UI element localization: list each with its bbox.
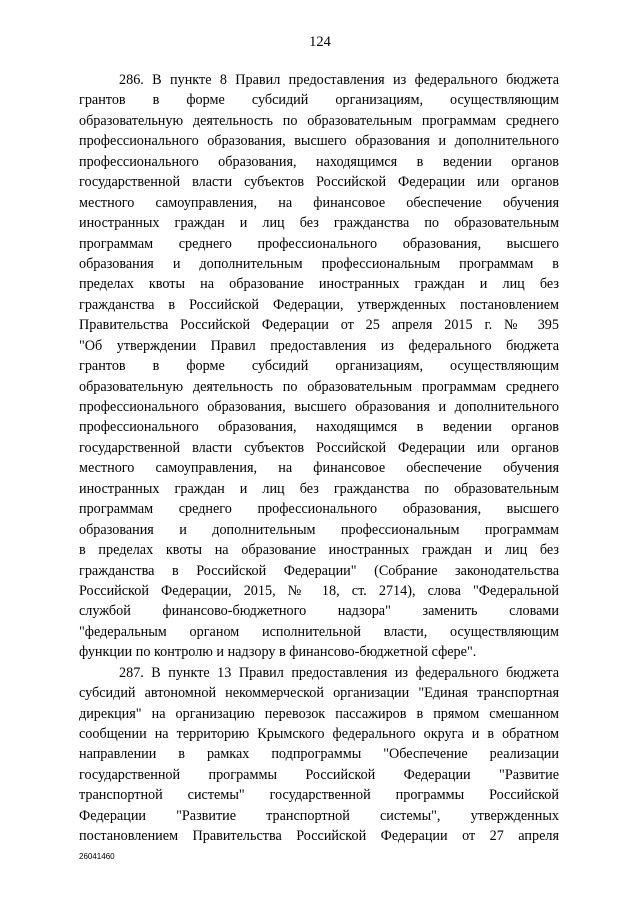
text-line: Правительства Российской Федерации от 25 апреля 2015 г. № 395 bbox=[79, 317, 559, 334]
text-line: государственной программы Российской Федерации "Развитие bbox=[79, 766, 559, 783]
text-line: Российской Федерации, 2015, № 18, ст. 2714), слова "Федеральной bbox=[79, 582, 559, 599]
text-line: 287. В пункте 13 Правил предоставления из федерального бюджета bbox=[119, 664, 559, 681]
text-line: программам среднего профессионального образования, высшего bbox=[79, 501, 559, 518]
text-line: в пределах квоты на образование иностранных граждан и лиц без bbox=[79, 542, 559, 559]
text-line: функции по контролю и надзору в финансово-бюджетной сфере". bbox=[79, 644, 477, 661]
text-line: государственной власти субъектов Российской Федерации или органов bbox=[79, 174, 559, 191]
text-line: субсидий автономной некоммерческой организации "Единая транспортная bbox=[79, 685, 559, 702]
text-line: программам среднего профессионального образования, высшего bbox=[79, 235, 559, 252]
text-line: пределах квоты на образование иностранных граждан и лиц без bbox=[79, 276, 559, 293]
document-code: 26041460 bbox=[79, 852, 115, 861]
text-line: дирекция" на организацию перевозок пассажиров в прямом смешанном bbox=[79, 705, 559, 722]
text-line: гражданства в Российской Федерации" (Собрание законодательства bbox=[79, 562, 559, 579]
text-line: профессионального образования, высшего образования и дополнительного bbox=[79, 399, 559, 415]
text-line: транспортной системы" государственной программы Российской bbox=[79, 787, 559, 804]
text-line: направлении в рамках подпрограммы "Обеспечение реализации bbox=[79, 746, 559, 763]
text-line: образовательную деятельность по образовательным программам среднего bbox=[79, 378, 559, 395]
text-line: государственной власти субъектов Российской Федерации или органов bbox=[79, 439, 559, 456]
document-body bbox=[79, 70, 559, 847]
page-number: 124 bbox=[309, 34, 331, 50]
text-line: профессионального образования, высшего образования и дополнительного bbox=[79, 133, 559, 150]
text-line: "федеральным органом исполнительной власти, осуществляющим bbox=[79, 623, 559, 640]
text-line: грантов в форме субсидий организациям, осуществляющим bbox=[79, 358, 559, 375]
text-line: профессионального образования, находящимся в ведении органов bbox=[79, 419, 559, 436]
text-line: образования и дополнительным профессиональным программам bbox=[79, 521, 559, 538]
text-line: образования и дополнительным профессиональным программам в bbox=[79, 255, 559, 272]
text-line: профессионального образования, находящимся в ведении органов bbox=[79, 153, 559, 170]
text-line: иностранных граждан и лиц без гражданства по образовательным bbox=[79, 215, 559, 232]
text-line: постановлением Правительства Российской Федерации от 27 апреля bbox=[79, 828, 559, 845]
text-line: местного самоуправления, на финансовое обеспечение обучения bbox=[79, 194, 559, 211]
text-line: гражданства в Российской Федерации, утвержденных постановлением bbox=[79, 296, 559, 313]
text-line: образовательную деятельность по образовательным программам среднего bbox=[79, 112, 559, 129]
text-line: Федерации "Развитие транспортной системы", утвержденных bbox=[79, 807, 559, 824]
text-line: "Об утверждении Правил предоставления из федерального бюджета bbox=[79, 337, 559, 354]
text-line: 286. В пункте 8 Правил предоставления из федерального бюджета bbox=[119, 72, 559, 88]
text-line: грантов в форме субсидий организациям, осуществляющим bbox=[79, 92, 559, 109]
text-line: службой финансово-бюджетного надзора" заменить словами bbox=[79, 603, 559, 620]
text-line: местного самоуправления, на финансовое обеспечение обучения bbox=[79, 460, 559, 477]
text-line: сообщении на территорию Крымского федерального округа и в обратном bbox=[79, 726, 559, 742]
text-line: иностранных граждан и лиц без гражданства по образовательным bbox=[79, 480, 559, 497]
